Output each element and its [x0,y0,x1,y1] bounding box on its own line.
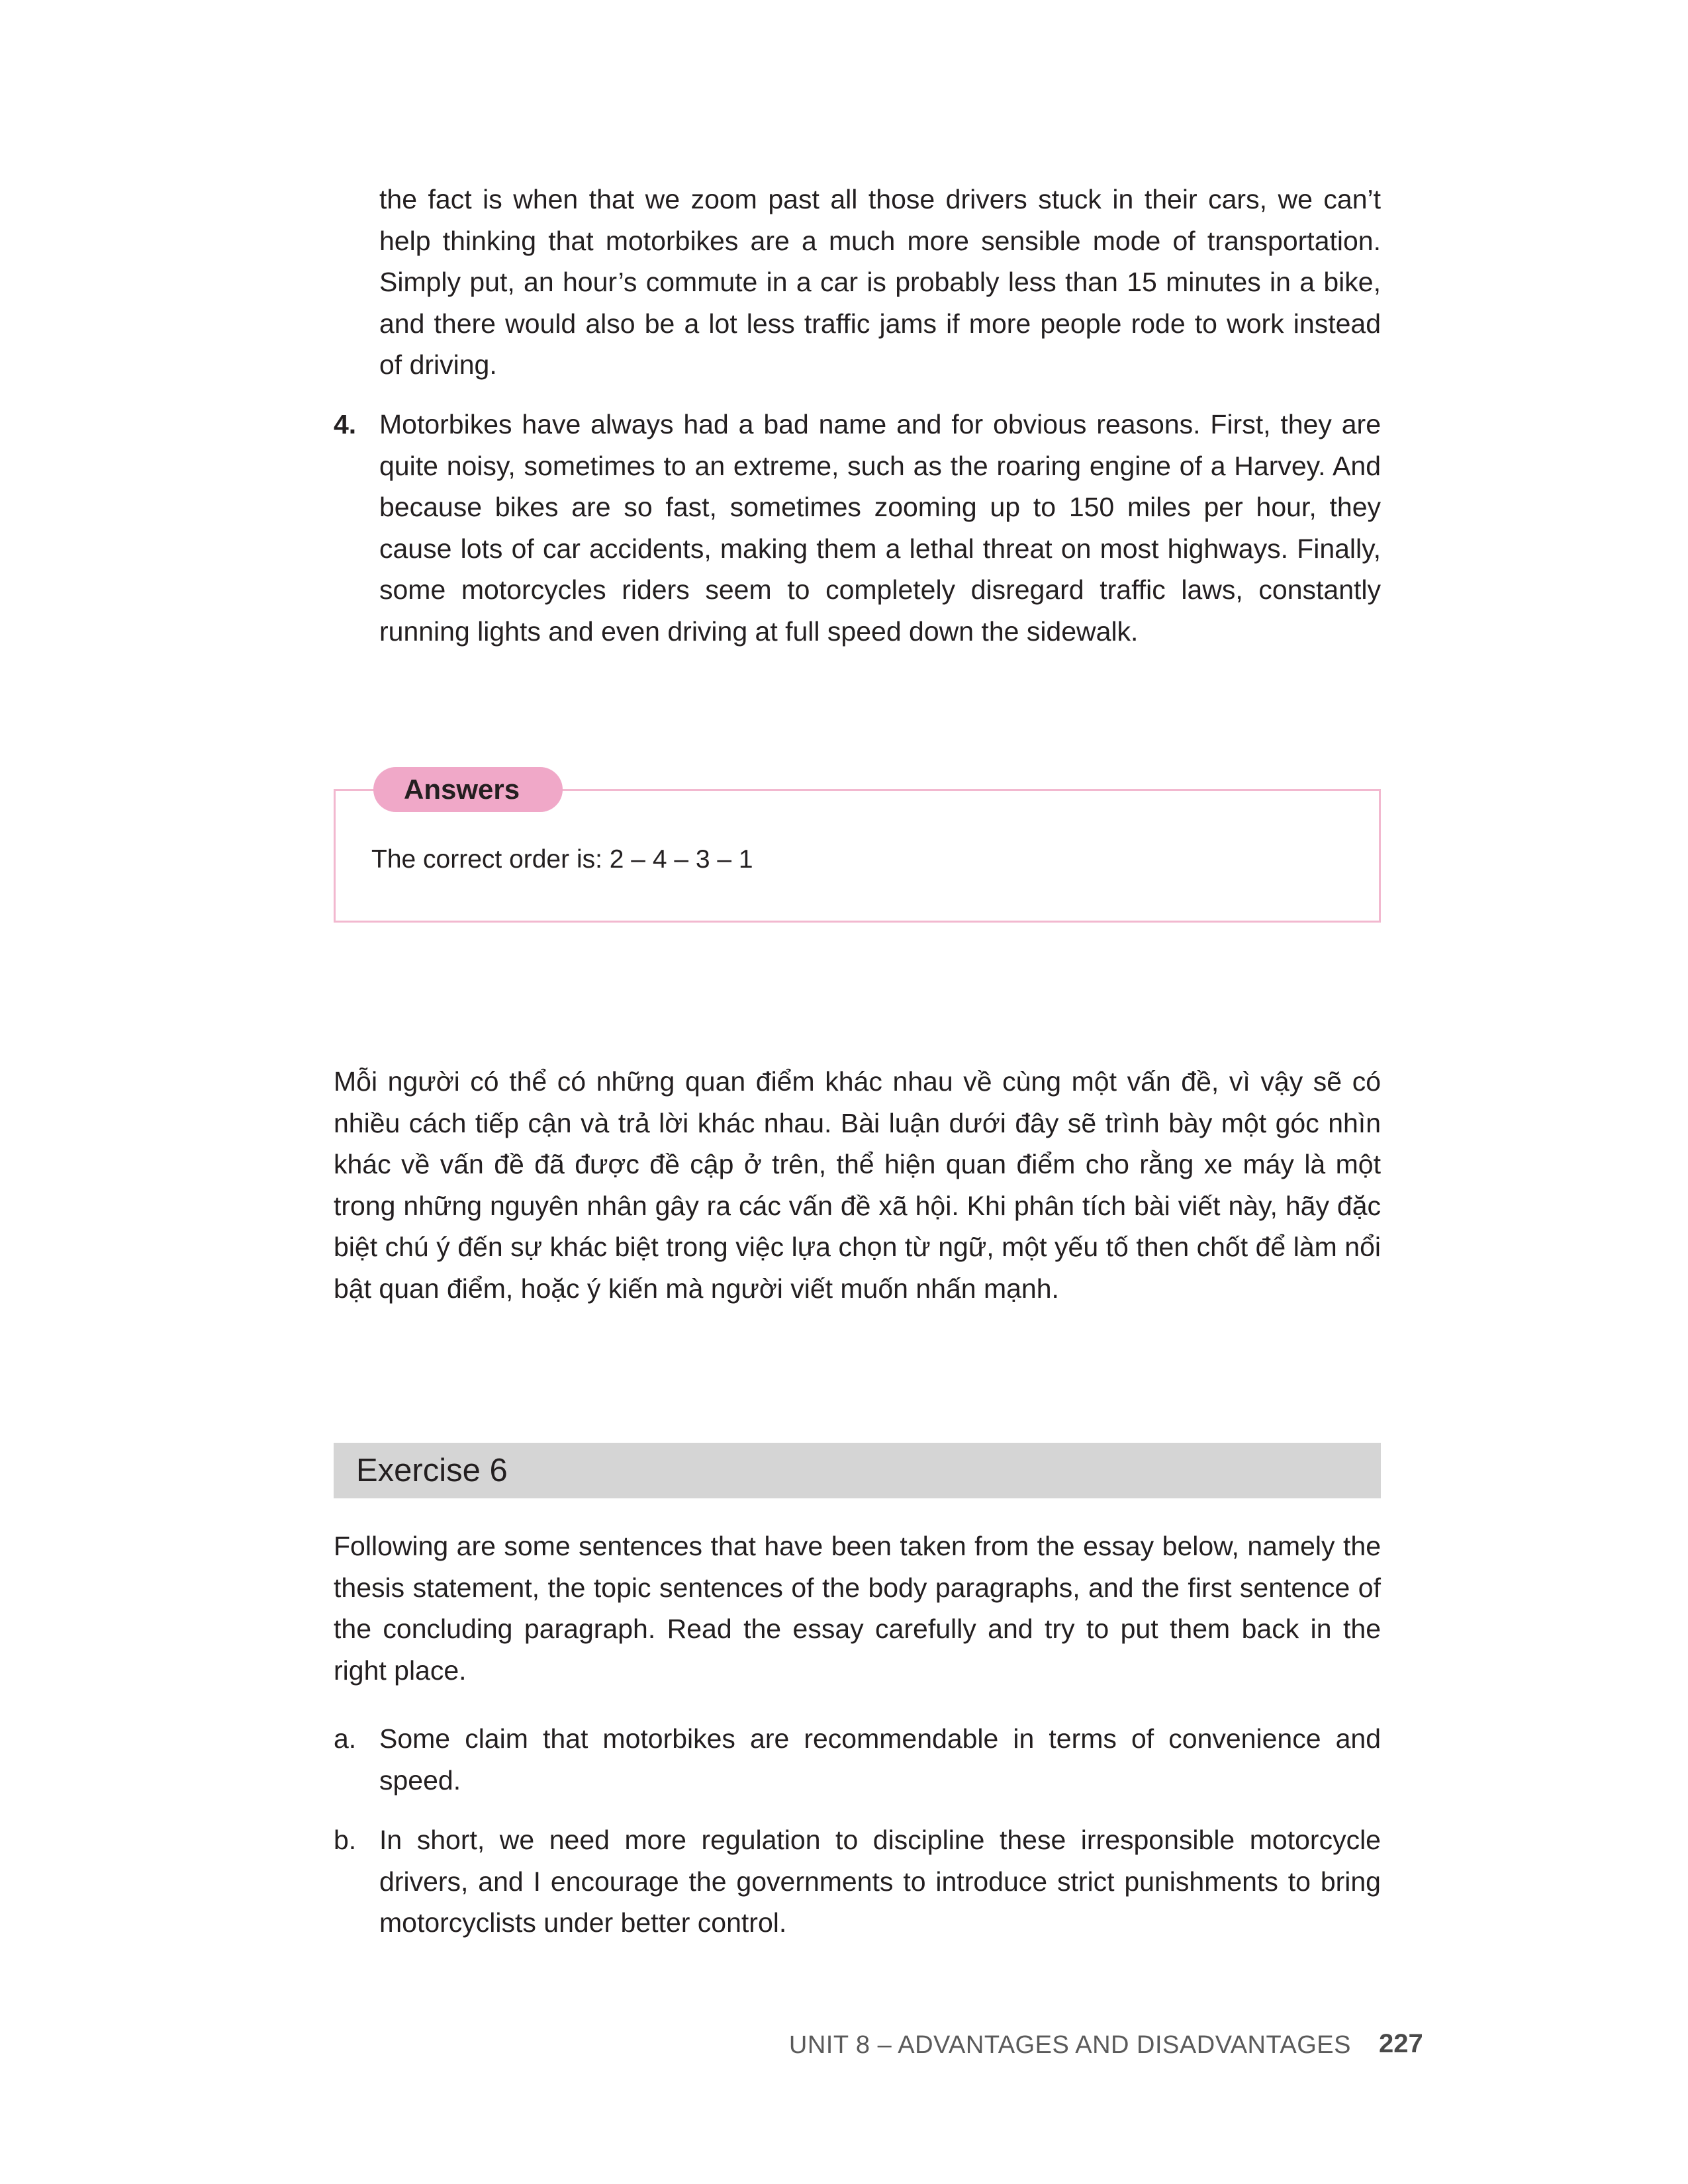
exercise-instructions: Following are some sentences that have been taken from the essay below, namely the thesis statement, the topic sentences of the body paragraphs, and the first sentence of the concluding paragraph. Read the essay carefully and try to put them back in the right place. [334,1531,1381,1686]
exercise-item-letter: a. [334,1723,357,1754]
exercise-item-a-text: Some claim that motorbikes are recommendable in terms of convenience and speed. [379,1723,1381,1796]
exercise-title: Exercise 6 [356,1453,508,1488]
item-3-continuation-paragraph: the fact is when that we zoom past all those drivers stuck in their cars, we can’t help thinking that motorbikes are a much more sensible mode of transportation. Simply put, an hour’s commute in a car is probably less than 15 minutes in a bike, and there would also be a lot less traffic jams if more people rode to work instead of driving. [379,184,1381,380]
exercise-item-b-text: In short, we need more regulation to discipline these irresponsible motorcycle drivers, and I encourage the governments to introduce strict punishments to bring motorcyclists under better control. [379,1825,1381,1938]
exercise-item-letter: b. [334,1825,357,1855]
vietnamese-intro-paragraph: Mỗi người có thể có những quan điểm khác nhau về cùng một vấn đề, vì vậy sẽ có nhiều cách tiếp cận và trả lời khác nhau. Bài luận dưới đây sẽ trình bày một góc nhìn khác về vấn đề đã được đề cập ở trên, thể hiện quan điểm cho rằng xe máy là một trong những nguyên nhân gây ra các vấn đề xã hội. Khi phân tích bài viết này, hãy đặc biệt chú ý đến sự khác biệt trong việc lựa chọn từ ngữ, một yếu tố then chốt để làm nổi bật quan điểm, hoặc ý kiến mà người viết muốn nhấn mạnh. [334,1066,1381,1304]
answers-label: Answers [373,767,563,812]
footer-unit-title: UNIT 8 – ADVANTAGES AND DISADVANTAGES [788,2031,1351,2059]
answers-text: The correct order is: 2 – 4 – 3 – 1 [371,845,753,874]
item-4-number: 4. [334,409,357,439]
page-number: 227 [1379,2029,1423,2058]
item-4-paragraph: Motorbikes have always had a bad name and for obvious reasons. First, they are quite noisy, sometimes to an extreme, such as the roaring engine of a Harvey. And because bikes are so fast, sometimes zooming up to 150 miles per hour, they cause lots of car accidents, making them a lethal threat on most highways. Finally, some motorcycles riders seem to completely disregard traffic laws, constantly running lights and even driving at full speed down the sidewalk. [379,409,1381,647]
